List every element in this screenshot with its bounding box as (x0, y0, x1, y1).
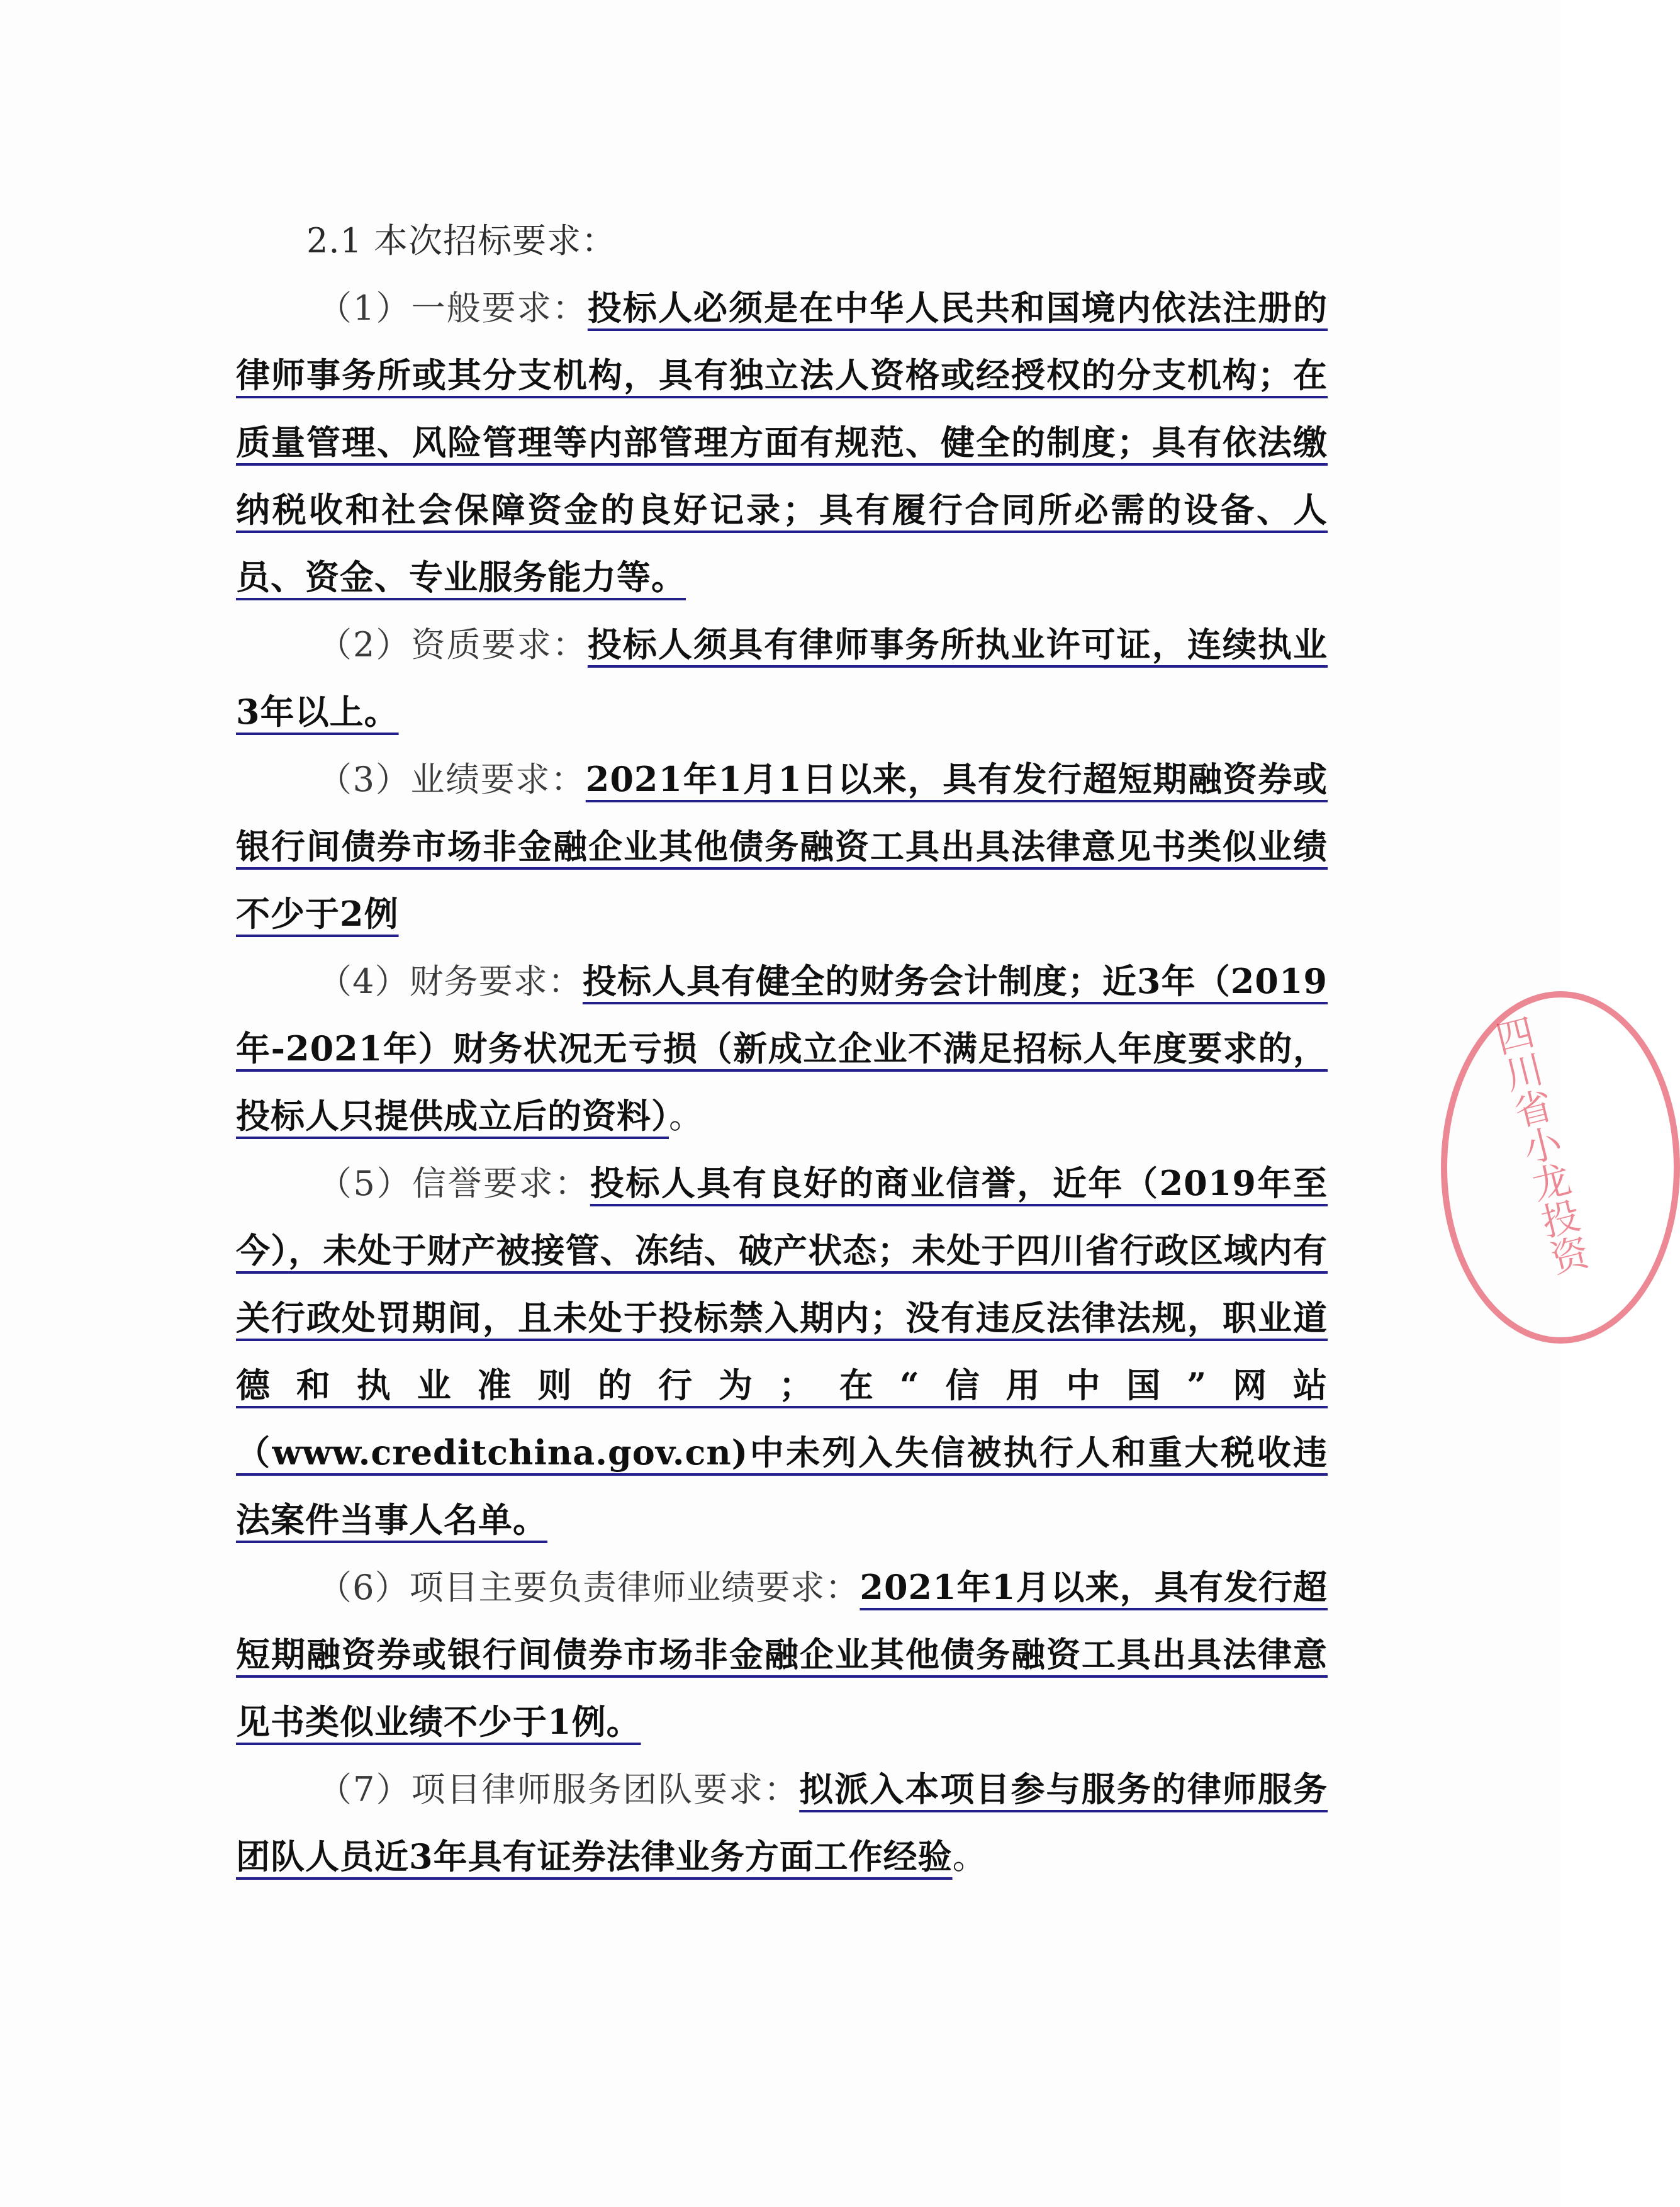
requirement-item-2 (236, 611, 1328, 746)
item-requirement: 拟派入本项目参与服务的律师服务团队人员近3年具有证券法律业务方面工作经验 (236, 1769, 1328, 1877)
requirement-item-6 (236, 1554, 1328, 1756)
requirement-item-1 (236, 274, 1328, 611)
seal-text: 四川省小龙投资 (1486, 1011, 1593, 1279)
requirement-item-4 (236, 948, 1328, 1150)
item-requirement: 投标人须具有律师事务所执业许可证，连续执业3年以上。 (236, 624, 1328, 732)
item-tail: 。 (669, 1096, 703, 1136)
item-label: （1）一般要求： (318, 288, 588, 328)
item-label: （4）财务要求： (318, 962, 583, 1001)
requirement-item-7 (236, 1756, 1328, 1890)
requirement-item-5 (236, 1150, 1328, 1554)
item-label: （5）信誉要求： (318, 1164, 590, 1203)
item-requirement: 投标人具有健全的财务会计制度；近3年（2019年-2021年）财务状况无亏损（新成立企业不满足招标人年度要求的，投标人只提供成立后的资料） (236, 961, 1328, 1136)
section-heading: 2.1 本次招标要求： (306, 221, 617, 261)
item-label: （3）业绩要求： (318, 760, 586, 799)
item-requirement: 投标人必须是在中华人民共和国境内依法注册的律师事务所或其分支机构，具有独立法人资格或经授权的分支机构；在质量管理、风险管理等内部管理方面有规范、健全的制度；具有依法缴纳税收和社会保障资金的良好记录；具有履行合同所必需的设备、人员、资金、专业服务能力等。 (236, 288, 1328, 597)
item-label: （7）项目律师服务团队要求： (318, 1770, 800, 1809)
item-label: （6）项目主要负责律师业绩要求： (318, 1568, 860, 1607)
requirement-item-3 (236, 746, 1328, 948)
item-tail: 。 (952, 1837, 987, 1877)
item-requirement: 2021年1月1日以来，具有发行超短期融资券或银行间债券市场非金融企业其他债务融资工具出具法律意见书类似业绩不少于2例 (236, 759, 1328, 934)
item-requirement: 2021年1月以来，具有发行超短期融资券或银行间债券市场非金融企业其他债务融资工具出具法律意见书类似业绩不少于1例。 (236, 1567, 1328, 1742)
document-body (236, 208, 1328, 1890)
item-label: （2）资质要求： (318, 625, 588, 665)
item-requirement: 投标人具有良好的商业信誉，近年（2019年至今），未处于财产被接管、冻结、破产状态；未处于四川省行政区域内有关行政处罚期间，且未处于投标禁入期内；没有违反法律法规，职业道德和执业准则的行为；在“信用中国”网站（www.creditchina.gov.cn)中未列入失信被执行人和重大税收违法案件当事人名单。 (236, 1163, 1328, 1540)
